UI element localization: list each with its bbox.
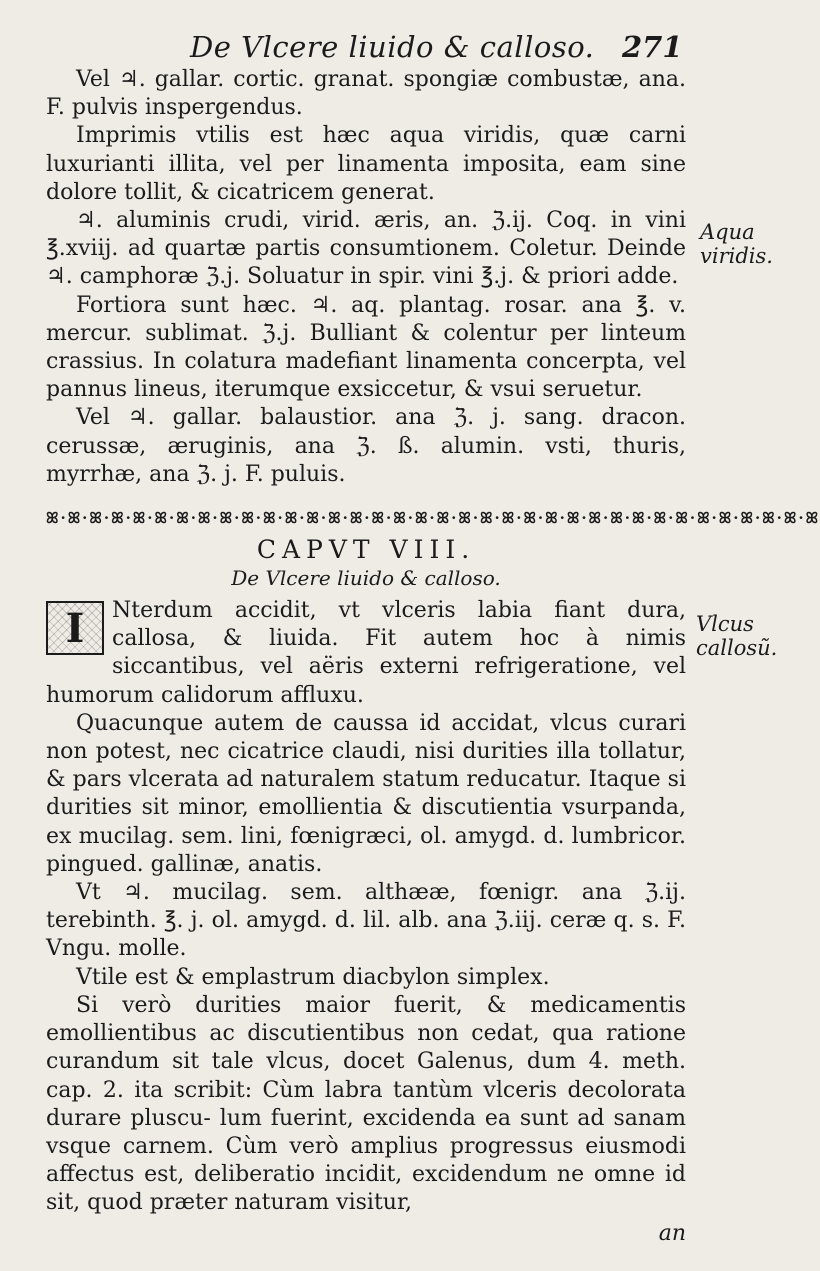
paragraph: Imprimis vtilis est hæc aqua viridis, quæ carni luxurianti illita, vel per linamenta imposita, eam sine dolore tollit, & cicatricem generat. <box>46 123 686 205</box>
paragraph: Quacunque autem de caussa id accidat, vlcus curari non potest, nec cicatrice claudi, nisi durities illa tollatur, & pars vlcerata ad naturalem statum reducatur. Itaque si durities sit minor, emollientia & discutientia vsurpanda, ex mucilag. sem. lini, fœnigræci, ol. amygd. d. lumbricor. pingued. gallinæ, anatis. <box>46 710 686 877</box>
margin-note-line: viridis. <box>700 244 773 268</box>
initial-letter: I <box>65 605 85 653</box>
first-paragraph: Nterdum accidit, vt vlceris labia fiant dura, callosa, & liuida. Fit autem hoc à nimis siccantibus, vel aëris externi refrigeratione, vel humorum calidorum affluxu. <box>46 598 686 708</box>
page-number: 271 <box>622 30 683 64</box>
chapter-subtitle: De Vlcere liuido & calloso. <box>231 566 501 591</box>
paragraph: ♃. aluminis crudi, virid. æris, an. ℨ.ij. Coq. in vini ℥.xviij. ad quartæ partis consumtionem. Coletur. Deinde ♃. camphoræ ℨ.j. Soluatur in spir. vini ℥.j. & priori adde. <box>46 208 686 290</box>
paragraph: Vel ♃. gallar. cortic. granat. spongiæ combustæ, ana. F. pulvis inspergendus. <box>46 67 686 121</box>
chapter-title: CAPVT VIII. <box>256 535 476 565</box>
chapter-opening <box>46 597 686 710</box>
margin-note-aqua-viridis <box>700 220 773 268</box>
margin-note-line: callosũ. <box>696 636 778 660</box>
margin-note-line: Aqua <box>700 220 755 244</box>
paragraph: Vtile est & emplastrum diacbylon simplex. <box>76 964 550 990</box>
ornament-divider <box>46 503 820 529</box>
catchword: an <box>658 1220 686 1246</box>
margin-note-vlcus-callosum <box>696 612 777 660</box>
paragraph: Vt ♃. mucilag. sem. althææ, fœnigr. ana ℨ.ij. terebinth. ℥. j. ol. amygd. d. lil. alb. ana ℨ.iij. ceræ q. s. F. Vngu. molle. <box>46 880 686 962</box>
decorated-initial <box>46 601 104 655</box>
paragraph: Fortiora sunt hæc. ♃. aq. plantag. rosar. ana ℥. v. mercur. sublimat. ℨ.j. Bulliant & colentur per linteum crassius. In colatura madefiant linamenta concerpta, vel pannus lineus, iterumque exsiccetur, & vsui seruetur. <box>46 292 686 403</box>
running-title: De Vlcere liuido & calloso. <box>190 30 595 64</box>
paragraph: Vel ♃. gallar. balaustior. ana ℨ. j. sang. dracon. cerussæ, æruginis, ana ℨ. ß. alumin. vsti, thuris, myrrhæ, ana ℨ. j. F. puluis. <box>46 405 686 487</box>
ornament-glyphs: ꕤ·ꕤ·ꕤ·ꕤ·ꕤ·ꕤ·ꕤ·ꕤ·ꕤ·ꕤ·ꕤ·ꕤ·ꕤ·ꕤ·ꕤ·ꕤ·ꕤ·ꕤ·ꕤ·ꕤ·ꕤ·ꕤ·ꕤ·ꕤ·ꕤ·ꕤ·ꕤ·ꕤ·ꕤ·ꕤ·ꕤ·ꕤ·ꕤ·ꕤ·ꕤ·ꕤ <box>46 509 820 528</box>
margin-note-line: Vlcus <box>696 612 754 636</box>
paragraph: Si verò durities maior fuerit, & medicamentis emollientibus ac discutientibus non cedat, qua ratione curandum sit tale vlcus, docet Galenus, dum 4. meth. cap. 2. ita scribit: Cùm labra tantùm vlceris decolorata durare pluscu- lum fuerint, excidenda ea sunt ad sanam vsque carnem. Cùm verò amplius progressus eiusmodi affectus est, deliberatio incidit, excidendum ne omne id sit, quod præter naturam visitur, <box>46 992 686 1216</box>
